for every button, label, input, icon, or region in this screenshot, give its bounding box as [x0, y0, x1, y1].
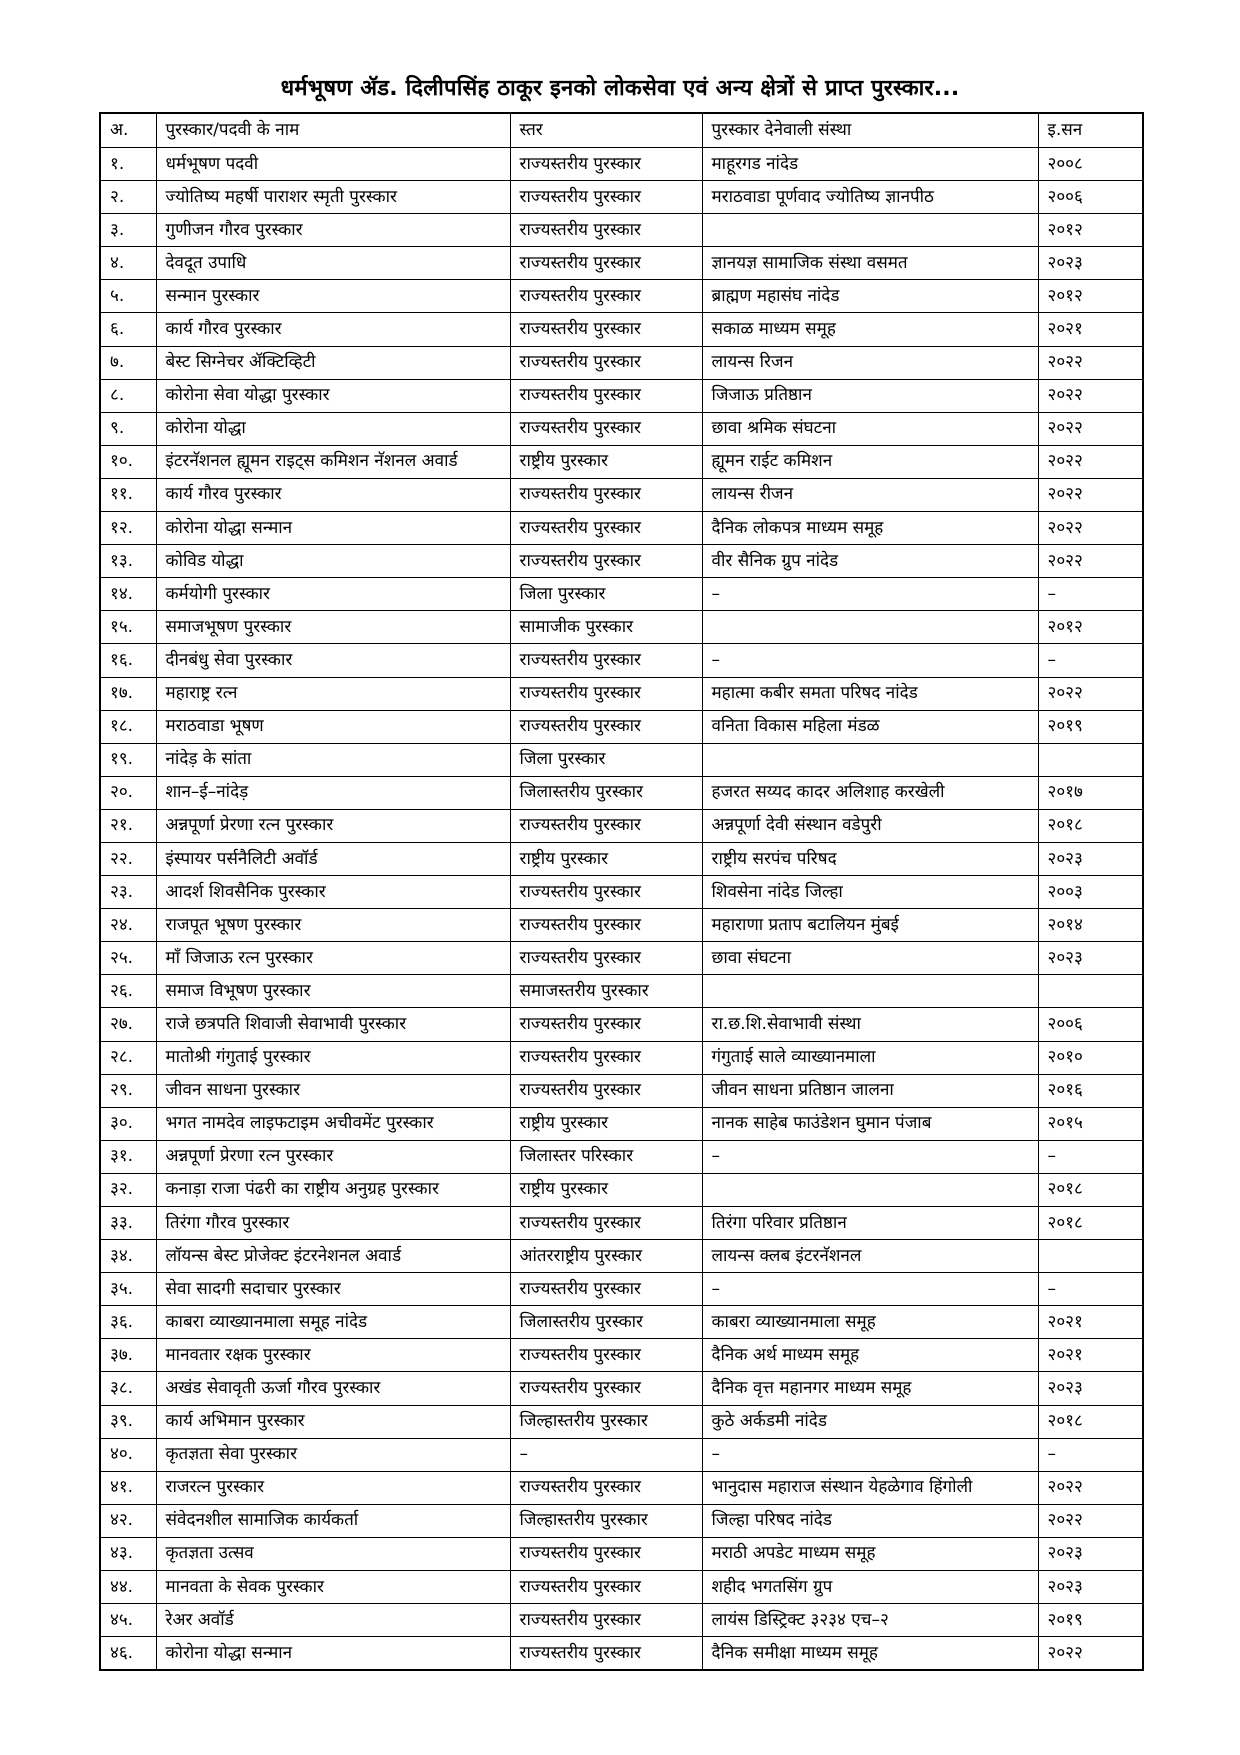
cell-year: २०२३	[1038, 842, 1143, 875]
cell-level: राज्यस्तरीय पुरस्कार	[510, 346, 702, 379]
cell-serial: १३.	[100, 545, 156, 578]
cell-institution: गंगुताई साले व्याख्यानमाला	[702, 1041, 1038, 1074]
table-row	[100, 1074, 1143, 1107]
cell-institution	[702, 611, 1038, 644]
cell-year: –	[1038, 578, 1143, 611]
cell-institution: रा.छ.शि.सेवाभावी संस्था	[702, 1008, 1038, 1041]
cell-year: २०२२	[1038, 478, 1143, 511]
cell-serial: ४२.	[100, 1504, 156, 1537]
cell-year: २०१८	[1038, 809, 1143, 842]
cell-year: २०२२	[1038, 1471, 1143, 1504]
cell-award-name: भगत नामदेव लाइफटाइम अचीवमेंट पुरस्कार	[156, 1107, 510, 1140]
cell-serial: २.	[100, 181, 156, 214]
table-row	[100, 512, 1143, 545]
cell-institution: काबरा व्याख्यानमाला समूह	[702, 1306, 1038, 1339]
cell-level: राज्यस्तरीय पुरस्कार	[510, 1571, 702, 1604]
cell-level: राज्यस्तरीय पुरस्कार	[510, 710, 702, 743]
cell-year: २०२२	[1038, 677, 1143, 710]
cell-level: राज्यस्तरीय पुरस्कार	[510, 809, 702, 842]
cell-level: राष्ट्रीय पुरस्कार	[510, 1107, 702, 1140]
cell-institution: ज्ञानयज्ञ सामाजिक संस्था वसमत	[702, 247, 1038, 280]
cell-institution: राष्ट्रीय सरपंच परिषद	[702, 842, 1038, 875]
cell-level: राज्यस्तरीय पुरस्कार	[510, 478, 702, 511]
cell-year	[1038, 975, 1143, 1008]
table-row	[100, 148, 1143, 181]
table-row	[100, 1008, 1143, 1041]
cell-year: –	[1038, 644, 1143, 677]
cell-award-name: कृतज्ञता उत्सव	[156, 1537, 510, 1570]
cell-year: २००३	[1038, 876, 1143, 909]
cell-institution: छावा श्रमिक संघटना	[702, 412, 1038, 445]
cell-level: राज्यस्तरीय पुरस्कार	[510, 1637, 702, 1671]
cell-year: –	[1038, 1140, 1143, 1173]
cell-award-name: मानवतार रक्षक पुरस्कार	[156, 1339, 510, 1372]
cell-serial: ८.	[100, 379, 156, 412]
cell-award-name: कोरोना योद्धा सन्मान	[156, 512, 510, 545]
cell-serial: ३९.	[100, 1405, 156, 1438]
cell-award-name: रेअर अवॉर्ड	[156, 1604, 510, 1637]
cell-year: २०२२	[1038, 346, 1143, 379]
cell-award-name: सन्मान पुरस्कार	[156, 280, 510, 313]
cell-level: राज्यस्तरीय पुरस्कार	[510, 1207, 702, 1240]
cell-award-name: समाज विभूषण पुरस्कार	[156, 975, 510, 1008]
cell-serial: ५.	[100, 280, 156, 313]
header-level: स्तर	[510, 113, 702, 148]
cell-serial: ४३.	[100, 1537, 156, 1570]
cell-level: जिला पुरस्कार	[510, 578, 702, 611]
cell-award-name: दीनबंधु सेवा पुरस्कार	[156, 644, 510, 677]
cell-award-name: अन्नपूर्णा प्रेरणा रत्न पुरस्कार	[156, 1140, 510, 1173]
table-row	[100, 214, 1143, 247]
cell-level: राज्यस्तरीय पुरस्कार	[510, 644, 702, 677]
cell-institution: लायन्स क्लब इंटरनॅशनल	[702, 1240, 1038, 1273]
cell-institution: लायन्स रीजन	[702, 478, 1038, 511]
cell-year: २०२२	[1038, 1504, 1143, 1537]
cell-serial: २६.	[100, 975, 156, 1008]
cell-level: राज्यस्तरीय पुरस्कार	[510, 1604, 702, 1637]
cell-award-name: संवेदनशील सामाजिक कार्यकर्ता	[156, 1504, 510, 1537]
cell-year: २०१९	[1038, 710, 1143, 743]
table-row	[100, 1240, 1143, 1273]
cell-level: राज्यस्तरीय पुरस्कार	[510, 1074, 702, 1107]
table-row	[100, 247, 1143, 280]
cell-level: राज्यस्तरीय पुरस्कार	[510, 1537, 702, 1570]
cell-award-name: देवदूत उपाधि	[156, 247, 510, 280]
cell-institution: –	[702, 1273, 1038, 1306]
table-row	[100, 1604, 1143, 1637]
cell-institution: ब्राह्मण महासंघ नांदेड	[702, 280, 1038, 313]
cell-serial: ३२.	[100, 1173, 156, 1206]
table-row	[100, 445, 1143, 478]
cell-institution: –	[702, 1438, 1038, 1471]
cell-serial: ३०.	[100, 1107, 156, 1140]
cell-level: राज्यस्तरीय पुरस्कार	[510, 1339, 702, 1372]
cell-year: २०१६	[1038, 1074, 1143, 1107]
header-year: इ.सन	[1038, 113, 1143, 148]
cell-year: २०२३	[1038, 1537, 1143, 1570]
cell-year: २०१२	[1038, 214, 1143, 247]
cell-level: राज्यस्तरीय पुरस्कार	[510, 181, 702, 214]
cell-serial: ४५.	[100, 1604, 156, 1637]
table-row	[100, 1637, 1143, 1671]
cell-year: –	[1038, 1273, 1143, 1306]
cell-institution: मराठवाडा पूर्णवाद ज्योतिष्य ज्ञानपीठ	[702, 181, 1038, 214]
cell-serial: १४.	[100, 578, 156, 611]
table-row	[100, 1107, 1143, 1140]
cell-institution: महात्मा कबीर समता परिषद नांदेड	[702, 677, 1038, 710]
cell-serial: ३५.	[100, 1273, 156, 1306]
cell-award-name: राजे छत्रपति शिवाजी सेवाभावी पुरस्कार	[156, 1008, 510, 1041]
table-row	[100, 1471, 1143, 1504]
cell-award-name: ज्योतिष्य महर्षी पाराशर स्मृती पुरस्कार	[156, 181, 510, 214]
cell-institution	[702, 214, 1038, 247]
cell-serial: ३४.	[100, 1240, 156, 1273]
cell-level: –	[510, 1438, 702, 1471]
cell-level: राज्यस्तरीय पुरस्कार	[510, 247, 702, 280]
cell-year: २०१८	[1038, 1405, 1143, 1438]
cell-year: २००८	[1038, 148, 1143, 181]
cell-award-name: गुणीजन गौरव पुरस्कार	[156, 214, 510, 247]
cell-serial: १०.	[100, 445, 156, 478]
cell-serial: २८.	[100, 1041, 156, 1074]
cell-award-name: बेस्ट सिग्नेचर ॲक्टिव्हिटी	[156, 346, 510, 379]
cell-institution: दैनिक वृत्त महानगर माध्यम समूह	[702, 1372, 1038, 1405]
cell-award-name: माँ जिजाऊ रत्न पुरस्कार	[156, 942, 510, 975]
cell-serial: २१.	[100, 809, 156, 842]
cell-institution	[702, 1173, 1038, 1206]
cell-award-name: राजपूत भूषण पुरस्कार	[156, 909, 510, 942]
cell-institution: कुठे अर्कडमी नांदेड	[702, 1405, 1038, 1438]
cell-level: जिलास्तर परिस्कार	[510, 1140, 702, 1173]
header-award-name: पुरस्कार/पदवी के नाम	[156, 113, 510, 148]
cell-year: २०१८	[1038, 1173, 1143, 1206]
table-row	[100, 1041, 1143, 1074]
table-row	[100, 975, 1143, 1008]
cell-institution: तिरंगा परिवार प्रतिष्ठान	[702, 1207, 1038, 1240]
cell-serial: ४१.	[100, 1471, 156, 1504]
cell-year: २०१४	[1038, 909, 1143, 942]
table-row	[100, 1207, 1143, 1240]
table-row	[100, 776, 1143, 809]
cell-institution: माहूरगड नांदेड	[702, 148, 1038, 181]
table-row	[100, 1537, 1143, 1570]
cell-year: २०१२	[1038, 280, 1143, 313]
cell-level: राज्यस्तरीय पुरस्कार	[510, 280, 702, 313]
cell-institution	[702, 975, 1038, 1008]
cell-serial: ३१.	[100, 1140, 156, 1173]
cell-award-name: कोरोना योद्धा	[156, 412, 510, 445]
cell-year: २०१५	[1038, 1107, 1143, 1140]
cell-serial: ३८.	[100, 1372, 156, 1405]
table-row	[100, 1571, 1143, 1604]
table-row	[100, 876, 1143, 909]
cell-level: राष्ट्रीय पुरस्कार	[510, 842, 702, 875]
cell-year: २०२२	[1038, 545, 1143, 578]
cell-level: राष्ट्रीय पुरस्कार	[510, 445, 702, 478]
cell-level: राज्यस्तरीय पुरस्कार	[510, 148, 702, 181]
cell-institution: दैनिक समीक्षा माध्यम समूह	[702, 1637, 1038, 1671]
cell-institution: –	[702, 1140, 1038, 1173]
cell-year: २००६	[1038, 1008, 1143, 1041]
cell-award-name: महाराष्ट्र रत्न	[156, 677, 510, 710]
cell-level: राज्यस्तरीय पुरस्कार	[510, 876, 702, 909]
cell-level: राज्यस्तरीय पुरस्कार	[510, 942, 702, 975]
table-row	[100, 1140, 1143, 1173]
cell-year: २०२३	[1038, 1372, 1143, 1405]
cell-award-name: इंस्पायर पर्सनैलिटी अवॉर्ड	[156, 842, 510, 875]
cell-serial: १२.	[100, 512, 156, 545]
cell-institution: जिजाऊ प्रतिष्ठान	[702, 379, 1038, 412]
cell-serial: ४४.	[100, 1571, 156, 1604]
cell-serial: ११.	[100, 478, 156, 511]
cell-level: राज्यस्तरीय पुरस्कार	[510, 1471, 702, 1504]
cell-institution: अन्नपूर्णा देवी संस्थान वडेपुरी	[702, 809, 1038, 842]
cell-year	[1038, 743, 1143, 776]
cell-year: २०२१	[1038, 313, 1143, 346]
cell-award-name: अखंड सेवावृती ऊर्जा गौरव पुरस्कार	[156, 1372, 510, 1405]
cell-award-name: नांदेड़ के सांता	[156, 743, 510, 776]
cell-institution: दैनिक लोकपत्र माध्यम समूह	[702, 512, 1038, 545]
cell-award-name: समाजभूषण पुरस्कार	[156, 611, 510, 644]
cell-institution: सकाळ माध्यम समूह	[702, 313, 1038, 346]
cell-institution: वीर सैनिक ग्रुप नांदेड	[702, 545, 1038, 578]
cell-institution: जिल्हा परिषद नांदेड	[702, 1504, 1038, 1537]
cell-serial: २९.	[100, 1074, 156, 1107]
cell-award-name: धर्मभूषण पदवी	[156, 148, 510, 181]
cell-year: २०१७	[1038, 776, 1143, 809]
cell-level: राज्यस्तरीय पुरस्कार	[510, 677, 702, 710]
cell-year: २०२१	[1038, 1339, 1143, 1372]
cell-serial: ३६.	[100, 1306, 156, 1339]
cell-year: २०१८	[1038, 1207, 1143, 1240]
table-row	[100, 942, 1143, 975]
table-row	[100, 909, 1143, 942]
cell-award-name: राजरत्न पुरस्कार	[156, 1471, 510, 1504]
cell-level: आंतरराष्ट्रीय पुरस्कार	[510, 1240, 702, 1273]
cell-level: राज्यस्तरीय पुरस्कार	[510, 512, 702, 545]
cell-institution: लायन्स रिजन	[702, 346, 1038, 379]
cell-year: २०२२	[1038, 1637, 1143, 1671]
cell-year: २०२२	[1038, 445, 1143, 478]
cell-serial: २३.	[100, 876, 156, 909]
cell-year: २०१९	[1038, 1604, 1143, 1637]
cell-institution: –	[702, 578, 1038, 611]
cell-serial: ९.	[100, 412, 156, 445]
cell-level: राज्यस्तरीय पुरस्कार	[510, 545, 702, 578]
cell-level: राष्ट्रीय पुरस्कार	[510, 1173, 702, 1206]
table-row	[100, 842, 1143, 875]
cell-serial: ४६.	[100, 1637, 156, 1671]
table-row	[100, 1405, 1143, 1438]
cell-level: जिला पुरस्कार	[510, 743, 702, 776]
cell-level: समाजस्तरीय पुरस्कार	[510, 975, 702, 1008]
cell-award-name: मराठवाडा भूषण	[156, 710, 510, 743]
cell-year: २०१०	[1038, 1041, 1143, 1074]
table-row	[100, 578, 1143, 611]
cell-award-name: शान–ई–नांदेड़	[156, 776, 510, 809]
cell-serial: १.	[100, 148, 156, 181]
cell-serial: २२.	[100, 842, 156, 875]
cell-level: राज्यस्तरीय पुरस्कार	[510, 313, 702, 346]
cell-serial: २४.	[100, 909, 156, 942]
table-row	[100, 677, 1143, 710]
table-row	[100, 1273, 1143, 1306]
cell-institution: शिवसेना नांदेड जिल्हा	[702, 876, 1038, 909]
cell-level: जिल्हास्तरीय पुरस्कार	[510, 1504, 702, 1537]
cell-level: जिलास्तरीय पुरस्कार	[510, 776, 702, 809]
cell-institution: हजरत सय्यद कादर अलिशाह करखेली	[702, 776, 1038, 809]
cell-award-name: कार्य गौरव पुरस्कार	[156, 478, 510, 511]
cell-serial: १५.	[100, 611, 156, 644]
cell-serial: १७.	[100, 677, 156, 710]
cell-award-name: कोरोना योद्धा सन्मान	[156, 1637, 510, 1671]
table-row	[100, 743, 1143, 776]
cell-institution: जीवन साधना प्रतिष्ठान जालना	[702, 1074, 1038, 1107]
cell-serial: ३३.	[100, 1207, 156, 1240]
table-row	[100, 313, 1143, 346]
cell-institution: मराठी अपडेट माध्यम समूह	[702, 1537, 1038, 1570]
cell-level: राज्यस्तरीय पुरस्कार	[510, 1372, 702, 1405]
cell-year: –	[1038, 1438, 1143, 1471]
table-row	[100, 1173, 1143, 1206]
cell-institution: ह्यूमन राईट कमिशन	[702, 445, 1038, 478]
cell-serial: ६.	[100, 313, 156, 346]
cell-institution	[702, 743, 1038, 776]
table-row	[100, 710, 1143, 743]
cell-institution: लायंस डिस्ट्रिक्ट ३२३४ एच–२	[702, 1604, 1038, 1637]
table-row	[100, 280, 1143, 313]
cell-serial: २५.	[100, 942, 156, 975]
cell-year: २०१२	[1038, 611, 1143, 644]
cell-serial: ७.	[100, 346, 156, 379]
cell-award-name: आदर्श शिवसैनिक पुरस्कार	[156, 876, 510, 909]
cell-level: जिल्हास्तरीय पुरस्कार	[510, 1405, 702, 1438]
table-row	[100, 1438, 1143, 1471]
cell-award-name: कार्य गौरव पुरस्कार	[156, 313, 510, 346]
table-row	[100, 379, 1143, 412]
table-row	[100, 1339, 1143, 1372]
cell-award-name: इंटरनॅशनल ह्यूमन राइट्स कमिशन नॅशनल अवार्ड	[156, 445, 510, 478]
cell-level: जिलास्तरीय पुरस्कार	[510, 1306, 702, 1339]
cell-award-name: सेवा सादगी सदाचार पुरस्कार	[156, 1273, 510, 1306]
cell-award-name: कृतज्ञता सेवा पुरस्कार	[156, 1438, 510, 1471]
cell-year: २०२३	[1038, 1571, 1143, 1604]
cell-institution: –	[702, 644, 1038, 677]
cell-institution: नानक साहेब फाउंडेशन घुमान पंजाब	[702, 1107, 1038, 1140]
cell-year	[1038, 1240, 1143, 1273]
cell-award-name: जीवन साधना पुरस्कार	[156, 1074, 510, 1107]
table-row	[100, 545, 1143, 578]
cell-serial: १९.	[100, 743, 156, 776]
page-title: धर्मभूषण ॲड. दिलीपसिंह ठाकूर इनको लोकसेवा एवं अन्य क्षेत्रों से प्राप्त पुरस्कार...	[280, 76, 960, 101]
cell-institution: शहीद भगतसिंग ग्रुप	[702, 1571, 1038, 1604]
header-serial: अ.	[100, 113, 156, 148]
cell-year: २०२१	[1038, 1306, 1143, 1339]
cell-award-name: मानवता के सेवक पुरस्कार	[156, 1571, 510, 1604]
cell-institution: भानुदास महाराज संस्थान येहळेगाव हिंगोली	[702, 1471, 1038, 1504]
cell-level: राज्यस्तरीय पुरस्कार	[510, 1041, 702, 1074]
cell-year: २०२२	[1038, 379, 1143, 412]
cell-award-name: कर्मयोगी पुरस्कार	[156, 578, 510, 611]
cell-serial: २०.	[100, 776, 156, 809]
cell-award-name: कनाड़ा राजा पंढरी का राष्ट्रीय अनुग्रह पुरस्कार	[156, 1173, 510, 1206]
cell-level: राज्यस्तरीय पुरस्कार	[510, 214, 702, 247]
cell-award-name: अन्नपूर्णा प्रेरणा रत्न पुरस्कार	[156, 809, 510, 842]
cell-serial: २७.	[100, 1008, 156, 1041]
cell-award-name: कोविड योद्धा	[156, 545, 510, 578]
cell-serial: १८.	[100, 710, 156, 743]
cell-serial: १६.	[100, 644, 156, 677]
table-row	[100, 644, 1143, 677]
cell-institution: छावा संघटना	[702, 942, 1038, 975]
cell-institution: वनिता विकास महिला मंडळ	[702, 710, 1038, 743]
cell-award-name: कार्य अभिमान पुरस्कार	[156, 1405, 510, 1438]
cell-serial: ४०.	[100, 1438, 156, 1471]
cell-award-name: मातोश्री गंगुताई पुरस्कार	[156, 1041, 510, 1074]
cell-year: २०२३	[1038, 247, 1143, 280]
table-row	[100, 346, 1143, 379]
cell-year: २०२२	[1038, 512, 1143, 545]
cell-year: २०२३	[1038, 942, 1143, 975]
cell-level: सामाजीक पुरस्कार	[510, 611, 702, 644]
cell-serial: ४.	[100, 247, 156, 280]
cell-award-name: तिरंगा गौरव पुरस्कार	[156, 1207, 510, 1240]
cell-serial: ३.	[100, 214, 156, 247]
header-institution: पुरस्कार देनेवाली संस्था	[702, 113, 1038, 148]
table-row	[100, 1306, 1143, 1339]
cell-level: राज्यस्तरीय पुरस्कार	[510, 379, 702, 412]
table-body	[100, 148, 1143, 1671]
cell-level: राज्यस्तरीय पुरस्कार	[510, 412, 702, 445]
table-row	[100, 809, 1143, 842]
cell-year: २०२२	[1038, 412, 1143, 445]
cell-award-name: लॉयन्स बेस्ट प्रोजेक्ट इंटरनेशनल अवार्ड	[156, 1240, 510, 1273]
table-row	[100, 181, 1143, 214]
cell-level: राज्यस्तरीय पुरस्कार	[510, 1273, 702, 1306]
cell-level: राज्यस्तरीय पुरस्कार	[510, 909, 702, 942]
cell-year: २००६	[1038, 181, 1143, 214]
cell-award-name: कोरोना सेवा योद्धा पुरस्कार	[156, 379, 510, 412]
cell-level: राज्यस्तरीय पुरस्कार	[510, 1008, 702, 1041]
cell-award-name: काबरा व्याख्यानमाला समूह नांदेड	[156, 1306, 510, 1339]
cell-institution: महाराणा प्रताप बटालियन मुंबई	[702, 909, 1038, 942]
awards-table	[99, 112, 1144, 1671]
table-row	[100, 478, 1143, 511]
table-row	[100, 611, 1143, 644]
cell-institution: दैनिक अर्थ माध्यम समूह	[702, 1339, 1038, 1372]
header-row	[100, 113, 1143, 148]
table-row	[100, 412, 1143, 445]
table-row	[100, 1372, 1143, 1405]
table-header	[100, 113, 1143, 148]
table-row	[100, 1504, 1143, 1537]
cell-serial: ३७.	[100, 1339, 156, 1372]
